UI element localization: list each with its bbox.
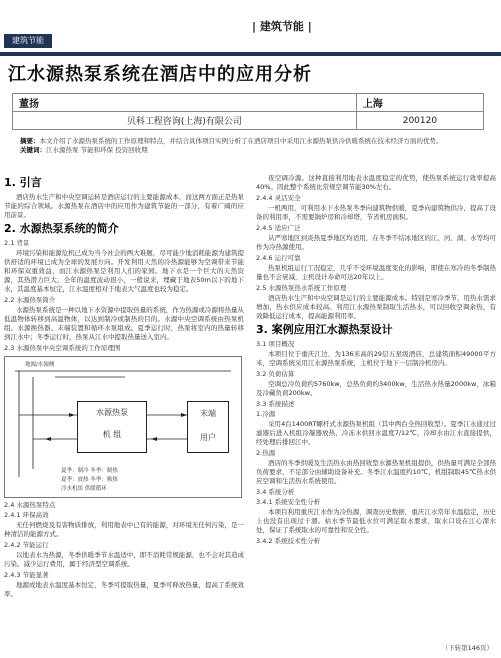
- section-3-1-title: 3.1 项目概况: [256, 340, 295, 348]
- section-2-4-2-title: 2.4.2 节能运行: [4, 541, 49, 549]
- section-3-3-1-title: 1.冷源: [256, 410, 276, 418]
- section-2-4-2-para: 以地表水为热源，冬季供暖季节水温适中，即不消耗常规能源，也不会对其造成污染。减少运行费用，属于经济型空调系统。: [4, 551, 244, 568]
- section-2-title: 2. 水源热泵系统的简介: [4, 222, 119, 235]
- section-1-title: 1. 引言: [4, 176, 42, 189]
- section-3-title: 3. 案例应用江水源热泵设计: [256, 323, 393, 336]
- section-3-1-para: 本项目位于重庆江边，为136米高的29层五星级酒店，总建筑面积49000平方米，空调系统采用江水源热泵系统，主机位于地下一层制冷机房内。: [256, 350, 496, 367]
- section-2-4-3-title: 2.4.3 节能显著: [4, 571, 49, 579]
- section-2-4-6-para: 热泵机组运行工况稳定，几乎不受环境温度变化的影响，即使在寒冷的冬季制热量也不会衰减，主机设计寿命可达20年以上。: [256, 264, 496, 281]
- section-2-2-title: 2.2 水源热泵简介: [4, 296, 56, 304]
- postcode: 200120: [356, 112, 483, 130]
- continued-note: （ 下转第146页 ）: [442, 643, 493, 652]
- author-city: 上海: [356, 94, 483, 112]
- terminal-user-box: 末端 用户: [187, 401, 229, 453]
- keywords-text: 江水源热泵 节能和环保 投资回收期: [46, 146, 148, 154]
- right-column: [256, 174, 496, 547]
- section-2-5-para: 酒店热水生产和中央空调是运行的主要能源成本。特别是寒冷季节，用热水需求增加，热水供应成本较高。利用江水源热泵制取生活热水，可以回收空调余热，有效降低运行成本，提高能源利用率。: [256, 294, 496, 320]
- section-3-4-title: 3.4 系统分析: [256, 488, 295, 496]
- section-2-4-3-para: 地源或地表水温度基本恒定，冬季可提取热量，夏季可释放热量，提高了系统效率。: [4, 581, 244, 598]
- abstract-label: 摘要：: [20, 137, 40, 145]
- legend-line-3: 冷水机组 供暖循环: [61, 486, 107, 492]
- keywords-label: 关键词：: [20, 146, 46, 154]
- affiliation: 贝科工程咨询(上海)有限公司: [13, 112, 357, 130]
- section-2-4-6-title: 2.4.6 运行可靠: [256, 254, 301, 262]
- section-3-4-1-title: 3.4.1 系统安全性分析: [256, 498, 321, 506]
- heat-pump-unit: [77, 401, 147, 453]
- section-2-1-para: 环境污染和能源危机已成为当今社会的两大难题，尽可能少地消耗能源为建筑提供舒适的环境已成为全球的发展方向。开发利用天然的冷热源能够为空调带来节能和环保双重效益，而江水源热泵是利用人们的家园。地下水是一个巨大的天然资源，其热潜力巨大，全年的温度波动很小，一般说来，埋藏于地表50m以下的地下水，其温度基本恒定，江水温度相对于地表大气温度也较为稳定。: [4, 249, 244, 293]
- section-2-4-1-para: 无任何燃烧及有害物质排放，利用地表中已有的能源，对环境无任何污染，是一种清洁的能源方式。: [4, 521, 244, 538]
- section-tag: 建筑节能: [4, 34, 52, 48]
- section-3-3-2-para: 酒店的冬季供暖及生活热水由热回收型水源热泵机组提供，供热量可满足全部热负荷要求，不足部分由辅助设备补充。冬季江水温度约10℃，机组制取45℃热水供应空调和生活热水系统使用。: [256, 459, 496, 485]
- section-3-4-1-para: 本项目利用重庆江水作为冷热源，调查历史数据，重庆江水常年水温稳定，历史上也没有出现过干涸。枯水季节最低水位可满足取水要求，取水口设在江心深水处，保证了系统取水的可靠性和安全性。: [256, 508, 496, 534]
- diagram-top-label: 地源/水源侧: [25, 362, 55, 368]
- left-column: [4, 174, 244, 601]
- system-diagram: [4, 356, 242, 498]
- legend-line-1: 夏季：制冷 冬季：制热: [61, 468, 118, 474]
- abstract-text: 本文介绍了水源热泵系统的工作原理和特点，并结合具体项目实例分析了在酒店项目中采用江水源热泵供冷供暖系统在技术经济方面的优势。: [39, 137, 443, 145]
- section-2-4-5-para: 从严寒地区到炎热夏季地区均适用，在冬季不结冰地区的江、河、湖、水等均可作为冷热源使用。: [256, 234, 496, 251]
- author-table: [12, 93, 484, 130]
- section-3-3-1-para: 采用4台1400RT螺杆式水源热泵机组（其中两台全热回收型）。夏季江水通过过滤器后进入机组冷凝器放热，冷冻水供回水温度7/12℃，冷却水由江水直接提供，经处理后排回江中。: [256, 420, 496, 446]
- section-3-2-title: 3.2 负荷估算: [256, 370, 295, 378]
- heat-pump-unit-label-b: 机 组: [102, 430, 122, 439]
- section-2-4-4-title: 2.4.4 灵活安全: [256, 194, 301, 202]
- section-3-2-para: 空调总冷负荷约5760kw，总热负荷约3400kw，生活热水热量2000kw，冰箱及冷藏负荷200kw。: [256, 380, 496, 397]
- abstract-block: [20, 137, 482, 155]
- column-name: | 建筑节能 |: [252, 18, 312, 34]
- figure-caption: 2.3 水源热泵中央空调系统的工作原理图: [4, 344, 121, 352]
- author-name: 董扬: [13, 94, 357, 112]
- section-2-4-5-title: 2.4.5 适应广泛: [256, 224, 301, 232]
- section-2-4-4-para: 一机两用，可利用水下水热泵冬季向建筑物供暖，夏季向建筑物供冷，提高了设备的利用率，不需要锅炉房和冷却塔，节省机房面积。: [256, 204, 496, 221]
- section-3-4-2-title: 3.4.2 系统技术性分析: [256, 537, 321, 545]
- section-2-2-para: 水源热泵系统是一种以地下水资源中提取热量的系统，作为热源或冷源将热量从低温物体转移到高温物体，以达到制冷或制热的目的。水源中央空调系统由热泵机组、水源换热器、末端装置和循环水泵组成。夏季运行时，热泵将室内的热量转移到江水中；冬季运行时，热泵从江水中提取热量送入室内。: [4, 306, 244, 341]
- article-title: 江水源热泵系统在酒店中的应用分析: [8, 64, 312, 85]
- page-header: [0, 0, 501, 50]
- section-2-4-title: 2.4 水源热泵特点: [4, 501, 56, 509]
- section-2-4-1-title: 2.4.1 环保高效: [4, 511, 49, 519]
- section-3-3-title: 3.3 系统描述: [256, 400, 295, 408]
- section-2-1-title: 2.1 背景: [4, 239, 30, 247]
- section-3-3-2-title: 2.热源: [256, 449, 276, 457]
- title-divider: [0, 52, 501, 56]
- right-intro-para: 夜空调冷源。这种直接利用地表水温度稳定的优势，使热泵系统运行效率提高40%。因此整个系统比常规空调节能30%左右。: [256, 174, 496, 191]
- heat-pump-unit-label-a: 水源热泵: [96, 408, 128, 417]
- legend-line-2: 夏季：放热 冬季：吸热: [61, 477, 118, 483]
- section-2-5-title: 2.5 水源热泵热水系统工作原理: [256, 284, 347, 292]
- section-1-para: 酒店热水生产和中央空调运转是酒店运行的主要能源成本，而这两方面正是热泵节能的综合领域。水源热泵在酒店中的应用作为建筑节能的一部分，有着广阔的应用前景。: [4, 193, 244, 219]
